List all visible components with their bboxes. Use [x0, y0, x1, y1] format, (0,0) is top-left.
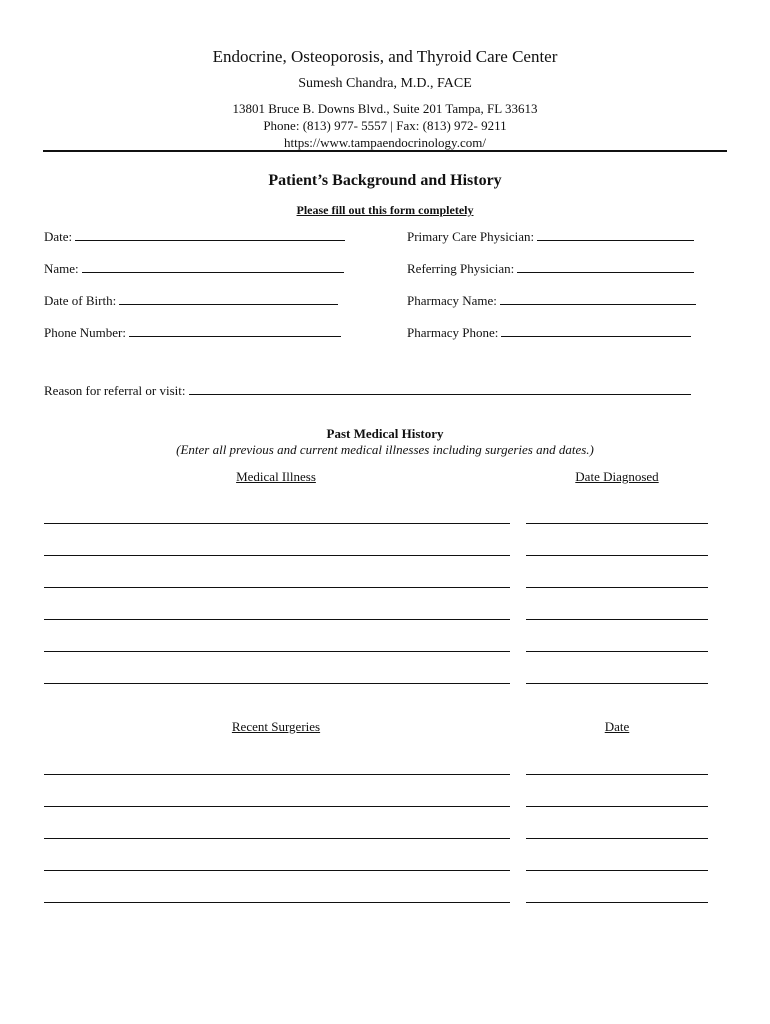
phone-label: Phone Number:: [44, 325, 126, 340]
surgery-date-entry-line[interactable]: [526, 870, 708, 871]
reason-field[interactable]: [44, 383, 691, 399]
surgery-entry-line[interactable]: [44, 838, 510, 839]
pharmacy-phone-label: Pharmacy Phone:: [407, 325, 499, 340]
surgery-date-entry-line[interactable]: [526, 902, 708, 903]
pharmacy-phone-input-line[interactable]: [501, 325, 691, 337]
surgery-entry-line[interactable]: [44, 902, 510, 903]
surgery-date-entry-line[interactable]: [526, 774, 708, 775]
reason-input-line[interactable]: [189, 383, 691, 395]
illness-entry-line[interactable]: [44, 683, 510, 684]
illness-entry-line[interactable]: [44, 619, 510, 620]
primary-care-input-line[interactable]: [537, 229, 694, 241]
diagnosed-date-entry-line[interactable]: [526, 619, 708, 620]
form-instructions: Please fill out this form completely: [296, 203, 474, 217]
clinic-website[interactable]: https://www.tampaendocrinology.com/: [284, 135, 486, 150]
date-diagnosed-header: Date Diagnosed: [575, 469, 659, 484]
name-input-line[interactable]: [82, 261, 344, 273]
name-label: Name:: [44, 261, 79, 276]
pharmacy-phone-field[interactable]: [407, 325, 691, 341]
clinic-address: 13801 Bruce B. Downs Blvd., Suite 201 Tampa, FL 33613: [232, 101, 538, 116]
pharmacy-name-label: Pharmacy Name:: [407, 293, 497, 308]
form-title: Patient’s Background and History: [268, 172, 502, 189]
pharmacy-name-field[interactable]: [407, 293, 696, 309]
clinic-name: Endocrine, Osteoporosis, and Thyroid Care Center: [212, 47, 558, 66]
name-field[interactable]: [44, 261, 344, 277]
referring-physician-input-line[interactable]: [517, 261, 694, 273]
diagnosed-date-entry-line[interactable]: [526, 587, 708, 588]
pharmacy-name-input-line[interactable]: [500, 293, 696, 305]
clinic-contact: [0, 100, 770, 151]
illness-entry-line[interactable]: [44, 555, 510, 556]
date-field[interactable]: [44, 229, 345, 245]
reason-label: Reason for referral or visit:: [44, 383, 186, 398]
primary-care-label: Primary Care Physician:: [407, 229, 535, 244]
illness-entry-line[interactable]: [44, 651, 510, 652]
diagnosed-date-entry-line[interactable]: [526, 683, 708, 684]
recent-surgeries-header: Recent Surgeries: [231, 719, 321, 734]
diagnosed-date-entry-line[interactable]: [526, 651, 708, 652]
surgery-entry-line[interactable]: [44, 774, 510, 775]
header-divider: [43, 150, 727, 152]
illness-entry-line[interactable]: [44, 587, 510, 588]
past-medical-history-title: Past Medical History: [326, 426, 444, 441]
surgery-date-entry-line[interactable]: [526, 806, 708, 807]
surgery-entry-line[interactable]: [44, 806, 510, 807]
dob-input-line[interactable]: [119, 293, 338, 305]
referring-physician-field[interactable]: [407, 261, 694, 277]
surgery-date-header: Date: [604, 719, 630, 734]
doctor-name: Sumesh Chandra, M.D., FACE: [298, 76, 472, 91]
diagnosed-date-entry-line[interactable]: [526, 555, 708, 556]
medical-illness-header: Medical Illness: [236, 469, 316, 484]
primary-care-field[interactable]: [407, 229, 694, 245]
phone-input-line[interactable]: [129, 325, 341, 337]
past-medical-history-note: (Enter all previous and current medical illnesses including surgeries and dates.): [176, 442, 594, 457]
surgery-date-entry-line[interactable]: [526, 838, 708, 839]
clinic-phone-fax: Phone: (813) 977- 5557 | Fax: (813) 972- 9211: [263, 118, 507, 133]
date-input-line[interactable]: [75, 229, 345, 241]
phone-field[interactable]: [44, 325, 341, 341]
dob-label: Date of Birth:: [44, 293, 117, 308]
surgery-entry-line[interactable]: [44, 870, 510, 871]
diagnosed-date-entry-line[interactable]: [526, 523, 708, 524]
illness-entry-line[interactable]: [44, 523, 510, 524]
referring-physician-label: Referring Physician:: [407, 261, 515, 276]
date-label: Date:: [44, 229, 73, 244]
dob-field[interactable]: [44, 293, 338, 309]
